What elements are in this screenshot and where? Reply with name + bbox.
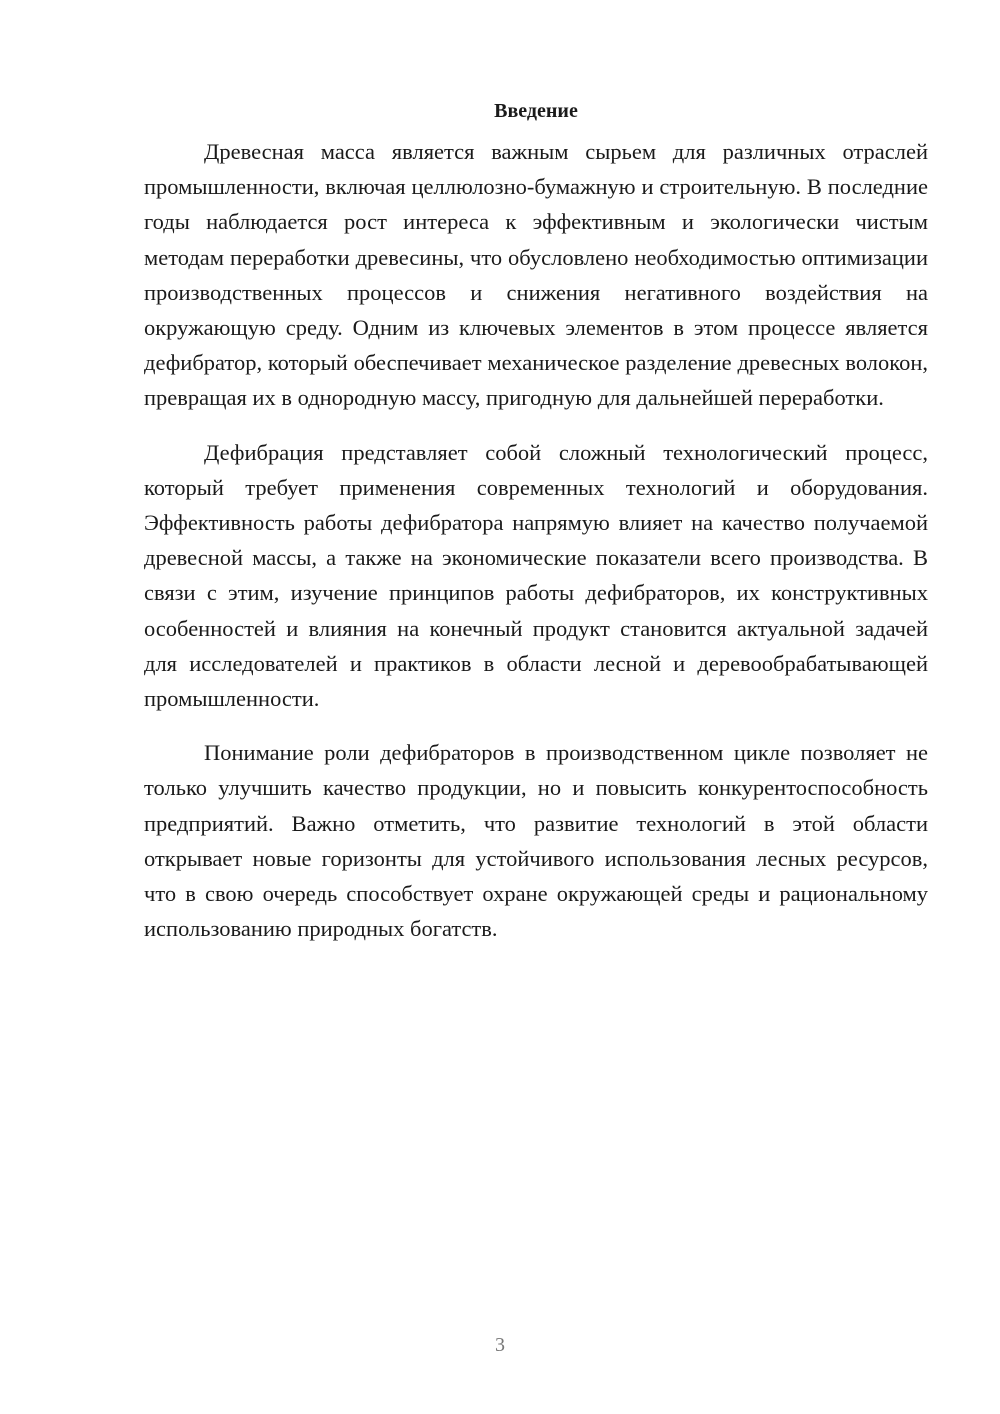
- page-title: Введение: [494, 100, 578, 122]
- paragraph-3: Понимание роли дефибраторов в производственном цикле позволяет не только улучшить качество продукции, но и повысить конкурентоспособность предприятий. Важно отметить, что развитие технологий в этой области открывает новые горизонты для устойчивого использования лесных ресурсов, что в свою очередь способствует охране окружающей среды и рациональному использованию природных богатств.: [144, 740, 928, 942]
- paragraph-1: Древесная масса является важным сырьем для различных отраслей промышленности, включая целлюлозно-бумажную и строительную. В последние годы наблюдается рост интереса к эффективным и экологически чистым методам переработки древесины, что обусловлено необходимостью оптимизации производственных процессов и снижения негативного воздействия на окружающую среду. Одним из ключевых элементов в этом процессе является дефибратор, который обеспечивает механическое разделение древесных волокон, превращая их в однородную массу, пригодную для дальнейшей переработки.: [144, 139, 928, 411]
- paragraph-2: Дефибрация представляет собой сложный технологический процесс, который требует применения современных технологий и оборудования. Эффективность работы дефибратора напрямую влияет на качество получаемой древесной массы, а также на экономические показатели всего производства. В связи с этим, изучение принципов работы дефибраторов, их конструктивных особенностей и влияния на конечный продукт становится актуальной задачей для исследователей и практиков в области лесной и деревообрабатывающей промышленности.: [144, 439, 928, 712]
- page-content: [144, 96, 928, 965]
- page-number: 3: [495, 1334, 505, 1356]
